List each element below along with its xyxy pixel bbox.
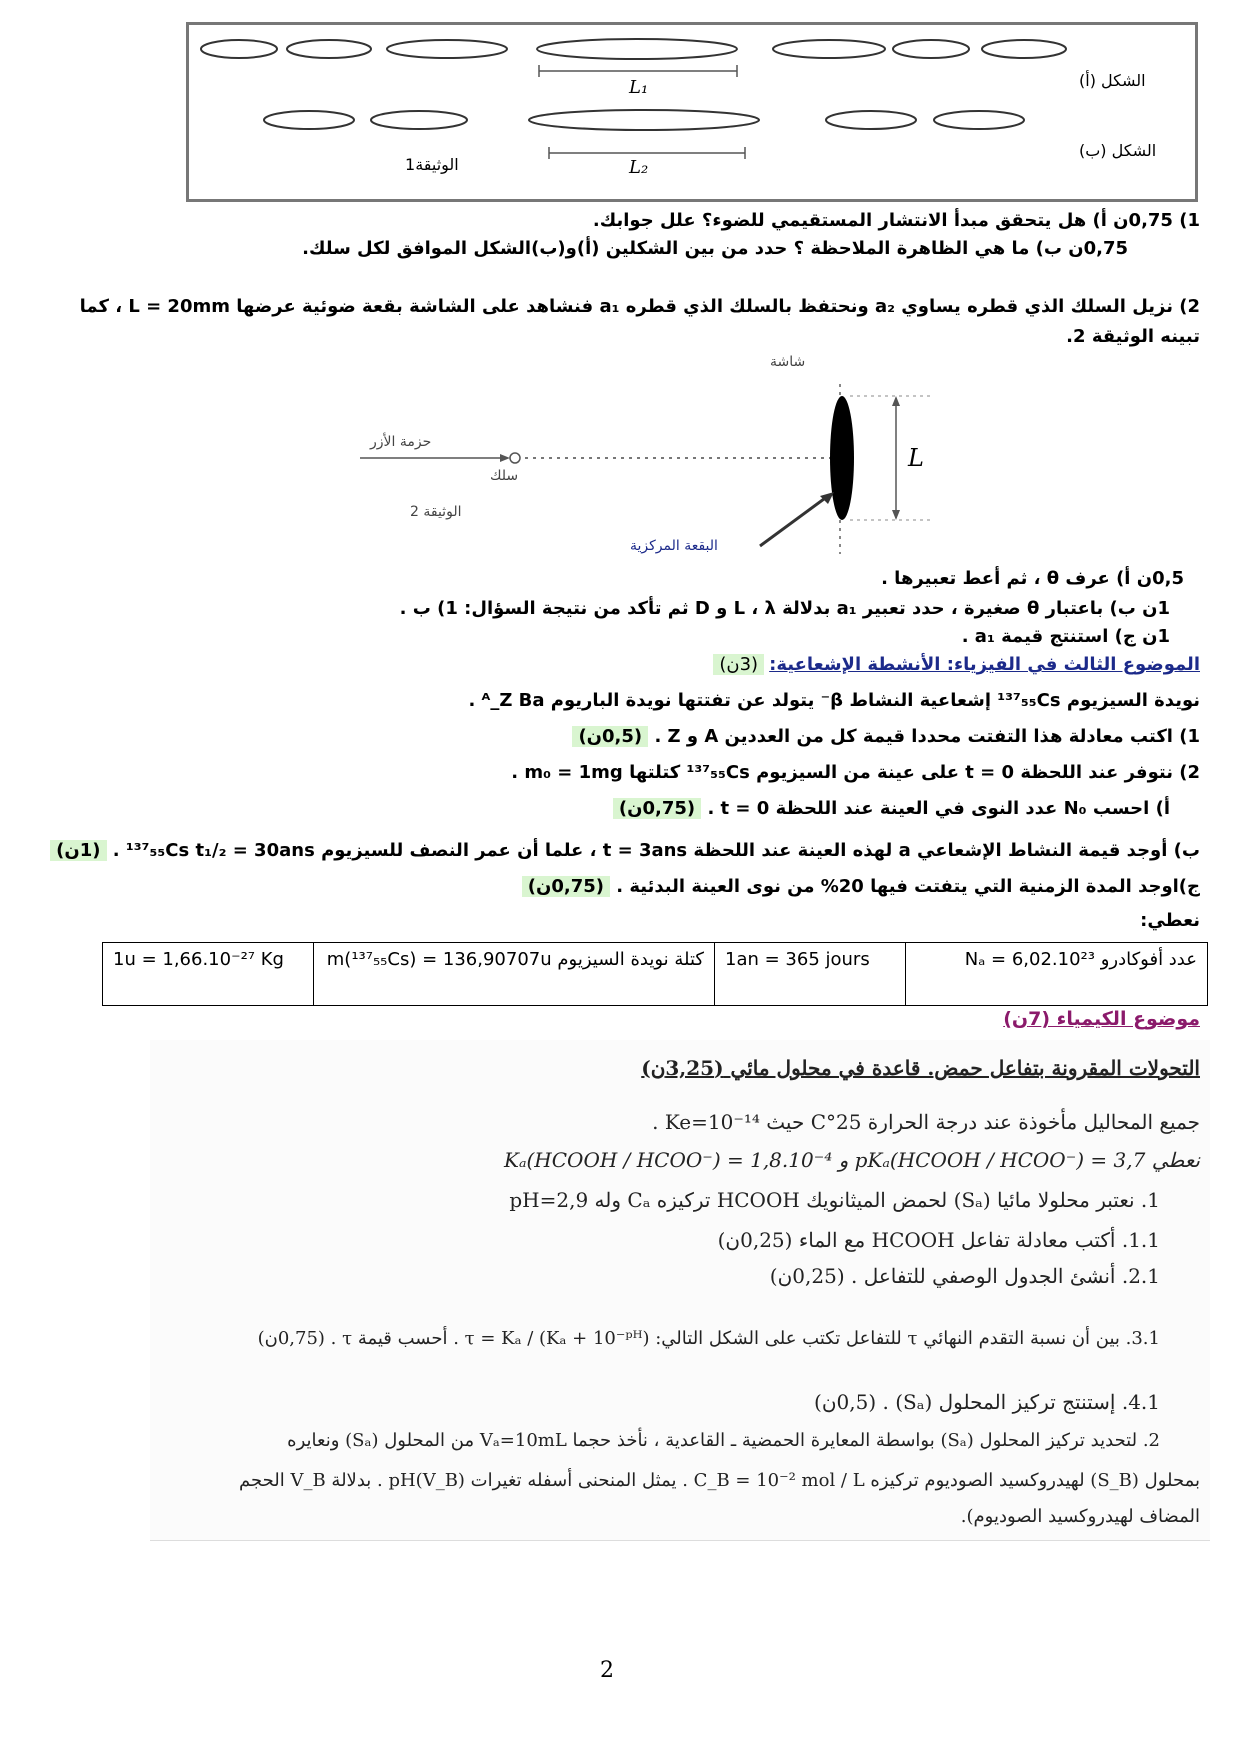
question-2b: 1ن ب) باعتبار θ صغيرة ، حدد تعبير a₁ بدلالة L ، λ و D ثم تأكد من نتيجة السؤال: 1) ب .	[399, 598, 1170, 619]
table-cell-cs-mass: كتلة نويدة السيزيوم m(¹³⁷₅₅Cs) = 136,90707u	[314, 943, 715, 1006]
laser-diffraction-setup	[350, 354, 990, 560]
l2-label: L₂	[629, 157, 649, 178]
radio-q2: 2) نتوفر عند اللحظة t = 0 على عينة من السيزيوم ¹³⁷₅₅Cs كتلتها m₀ = 1mg .	[511, 762, 1200, 783]
chem-line-9: بمحلول (S_B) لهيدروكسيد الصوديوم تركيزه C_B = 10⁻² mol / L . يمثل المنحنى أسفله تغيرات pH(V_B) . بدلالة V_B الحجم	[239, 1470, 1200, 1491]
chemistry-exercise	[150, 1040, 1210, 1541]
table-cell-avogadro: عدد أفوكادرو Nₐ = 6,02.10²³	[906, 943, 1208, 1006]
chem-heading-points: (3,25ن)	[641, 1056, 724, 1080]
constants-table	[102, 942, 1208, 1006]
table-cell-unit: 1u = 1,66.10⁻²⁷ Kg	[103, 943, 314, 1006]
radio-q2b-text: ب) أوجد قيمة النشاط الإشعاعي a لهذه العينة عند اللحظة t = 3ans ، علما أن عمر النصف للسيزيوم ¹³⁷₅₅Cs t₁/₂ = 30ans .	[112, 840, 1200, 861]
radio-q2b	[50, 840, 1200, 861]
radio-q2c-text: ج)اوجد المدة الزمنية التي يتفتت فيها 20% من نوى العينة البدئية .	[616, 876, 1200, 897]
chem-line-7	[814, 1390, 1160, 1414]
chem-line-5-points: (0,25ن)	[769, 1264, 845, 1288]
chem-line-5-text: 2.1. أنشئ الجدول الوصفي للتفاعل .	[851, 1264, 1160, 1288]
radio-q2a-points: (0,75ن)	[613, 798, 701, 819]
chem-line-1: جميع المحاليل مأخوذة عند درجة الحرارة 25°C حيث Ke=10⁻¹⁴ .	[652, 1110, 1200, 1134]
screen-label: شاشة	[770, 354, 806, 370]
figure-a-label: الشكل (أ)	[1079, 71, 1146, 90]
chem-line-7-points: (0,5ن)	[814, 1390, 877, 1414]
wire-label: سلك	[490, 468, 519, 484]
laser-beam-label: حزمة الأزر	[370, 434, 432, 450]
figure-2	[350, 354, 990, 560]
chem-line-4	[718, 1228, 1160, 1252]
radio-q2c-points: (0,75ن)	[522, 876, 610, 897]
l1-label: L₁	[629, 77, 649, 98]
document-1-label: الوثيقة1	[405, 155, 459, 174]
question-2a: 0,5ن أ) عرف θ ، ثم أعط تعبيرها .	[881, 568, 1184, 589]
chem-line-6-text: 3.1. بين أن نسبة التقدم النهائي τ للتفاعل تكتب على الشكل التالي: τ = Kₐ / (Kₐ + 10⁻ᵖᴴ) . أحسب قيمة τ .	[330, 1328, 1160, 1349]
diffraction-patterns-figure	[189, 25, 1195, 199]
radio-intro: نويدة السيزيوم ¹³⁷₅₅Cs إشعاعية النشاط β⁻ يتولد عن تفتتها نويدة الباريوم ᴬ_Z Ba .	[468, 690, 1200, 711]
radio-q1	[572, 726, 1200, 747]
chem-line-7-text: 4.1. إستنتج تركيز المحلول (Sₐ) .	[882, 1390, 1160, 1414]
chemistry-title: موضوع الكيمياء (7ن)	[1003, 1008, 1200, 1030]
chem-line-2: نعطي pKₐ(HCOOH / HCOO⁻) = 3,7 و Kₐ(HCOOH / HCOO⁻) = 1,8.10⁻⁴	[504, 1148, 1200, 1172]
radio-q1-points: (0,5ن)	[572, 726, 648, 747]
question-1b: 0,75ن ب) ما هي الظاهرة الملاحظة ؟ حدد من بين الشكلين (أ)و(ب)الشكل الموافق لكل سلك.	[302, 238, 1128, 259]
radio-q2a	[613, 798, 1170, 819]
radio-q2c	[522, 876, 1200, 897]
radio-q2b-points: (1ن)	[50, 840, 106, 861]
chem-line-10: المضاف لهيدروكسيد الصوديوم).	[960, 1506, 1200, 1527]
chem-line-5	[770, 1264, 1160, 1288]
chem-line-8: 2. لتحديد تركيز المحلول (Sₐ) بواسطة المعايرة الحمضية ـ القاعدية ، نأخذ حجما Vₐ=10mL من المحلول (Sₐ) ونعايره	[287, 1430, 1160, 1451]
figure-1	[186, 22, 1198, 202]
chem-line-4-text: 1.1. أكتب معادلة تفاعل HCOOH مع الماء	[798, 1228, 1160, 1252]
table-cell-year: 1an = 365 jours	[715, 943, 906, 1006]
chem-line-6-points: (0,75ن)	[257, 1328, 325, 1349]
central-spot-label: البقعة المركزية	[630, 538, 718, 554]
question-2-line1: 2) نزيل السلك الذي قطره يساوي a₂ ونحتفظ بالسلك الذي قطره a₁ فنشاهد على الشاشة بقعة ضوئية عرضها L = 20mm ، كما	[79, 296, 1200, 317]
chem-line-3: 1. نعتبر محلولا مائيا (Sₐ) لحمض الميثانويك HCOOH تركيزه Cₐ وله pH=2,9	[509, 1188, 1160, 1212]
table-row	[103, 943, 1208, 1006]
question-2c: 1ن ج) استنتج قيمة a₁ .	[961, 626, 1170, 647]
radio-q2a-text: أ) احسب N₀ عدد النوى في العينة عند اللحظة t = 0 .	[707, 798, 1170, 819]
figure-b-label: الشكل (ب)	[1079, 141, 1157, 160]
question-2-line2: تبينه الوثيقة 2.	[1066, 326, 1200, 347]
given-label: نعطي:	[1140, 910, 1200, 931]
chem-line-6	[258, 1328, 1160, 1349]
chem-heading	[641, 1056, 1200, 1080]
document-2-label: الوثيقة 2	[410, 504, 462, 520]
page-number: 2	[600, 1658, 614, 1683]
radio-q1-text: 1) اكتب معادلة هذا التفتت محددا قيمة كل من العددين A و Z .	[654, 726, 1200, 747]
radioactivity-title: الموضوع الثالث في الفيزياء: الأنشطة الإشعاعية:	[769, 654, 1200, 675]
radioactivity-heading	[713, 654, 1200, 675]
radioactivity-points: (3ن)	[713, 654, 764, 675]
chem-line-4-points: (0,25ن)	[717, 1228, 793, 1252]
chem-heading-text: التحولات المقرونة بتفاعل حمض. قاعدة في محلول مائي	[730, 1056, 1200, 1080]
spot-width-label: L	[908, 444, 924, 472]
question-1a: 1) 0,75ن أ) هل يتحقق مبدأ الانتشار المستقيمي للضوء؟ علل جوابك.	[592, 210, 1200, 231]
